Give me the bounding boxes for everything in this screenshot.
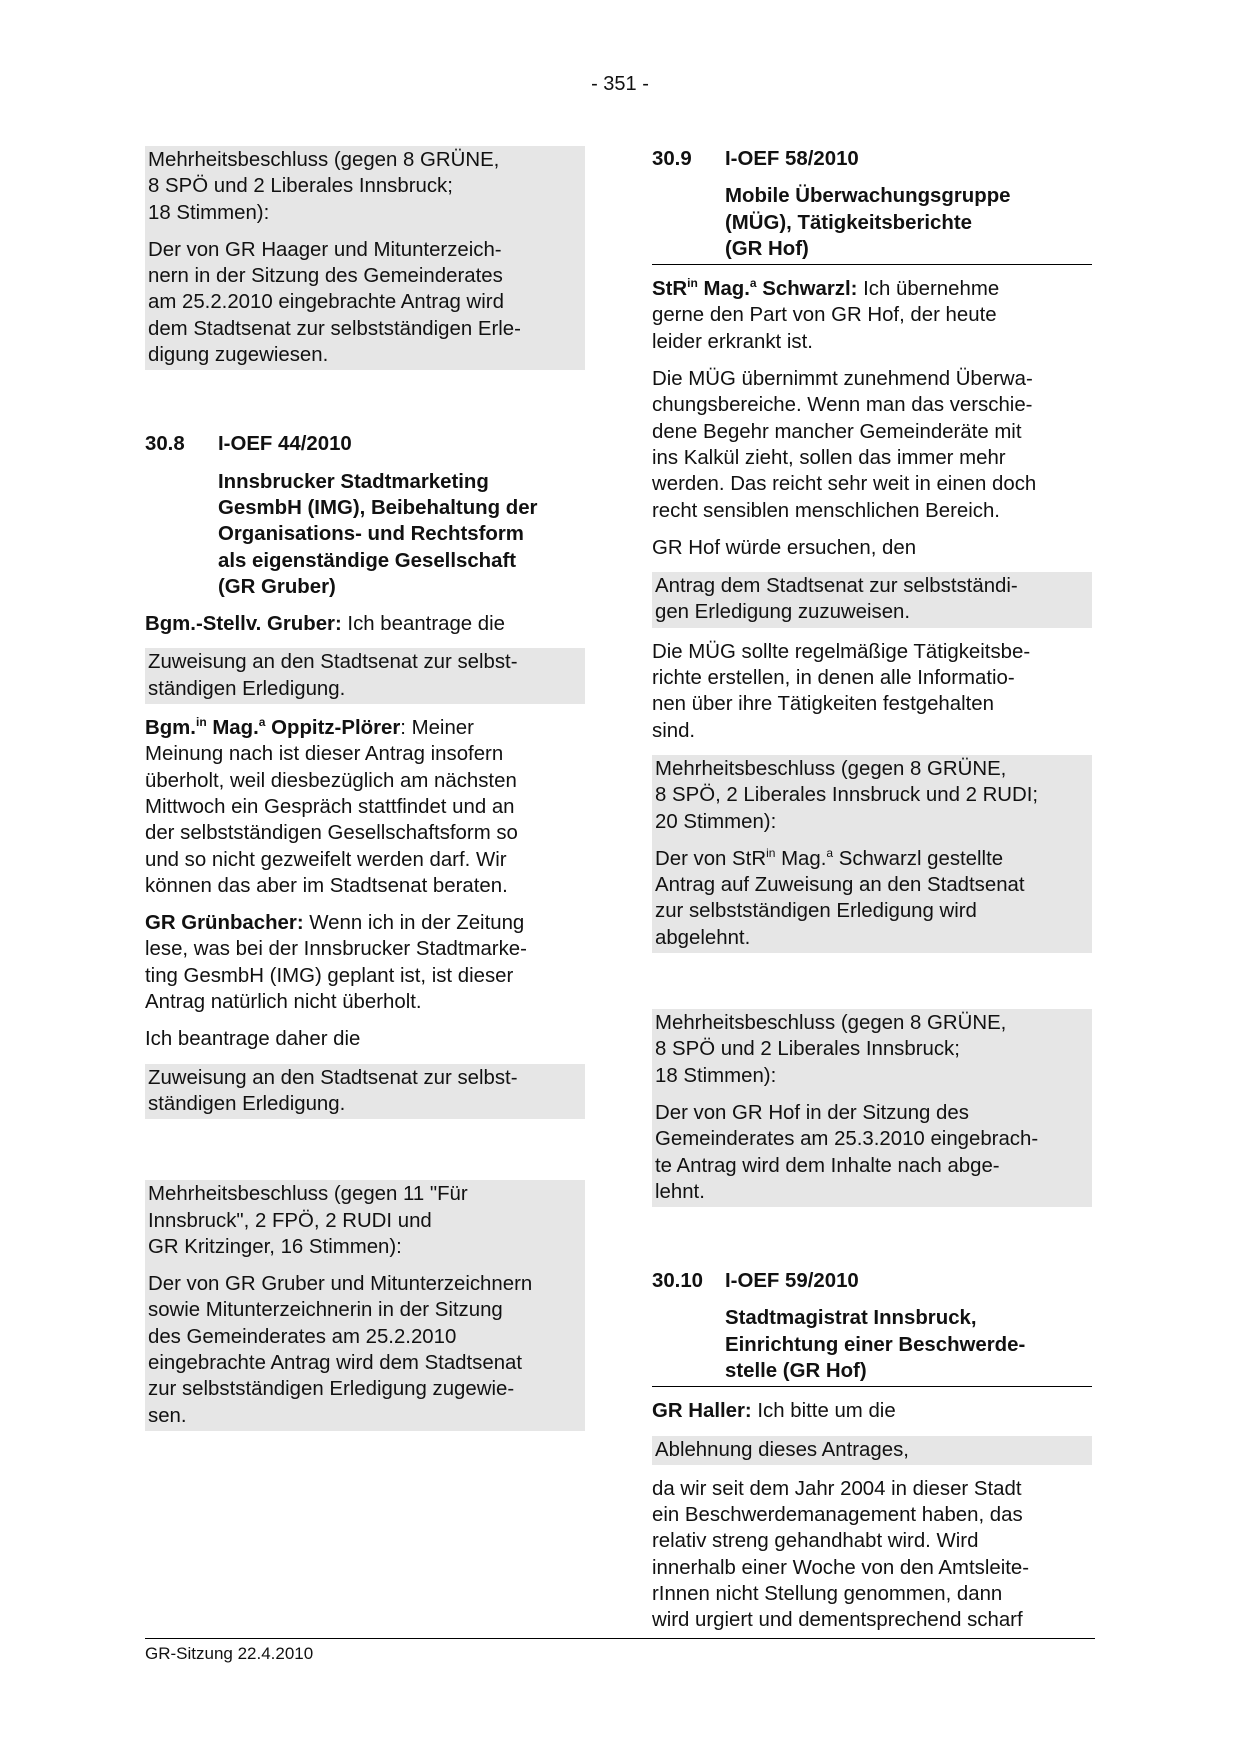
section-title: Stadtmagistrat Innsbruck, Einrichtung einer Beschwerde- stelle (GR Hof) xyxy=(652,1305,1092,1387)
resolution-box xyxy=(145,1180,585,1431)
section-title: Innsbrucker Stadtmarketing GesmbH (IMG), Beibehaltung der Organisations- und Rechtsform als eigenständige Gesellschaft (GR Gruber) xyxy=(218,470,538,598)
footer-text: GR-Sitzung 22.4.2010 xyxy=(145,1644,314,1663)
speaker-name: Bgm.-Stellv. Gruber: xyxy=(145,613,342,636)
speech-paragraph: Bgm.$^{in}$ Mag.$^a$ Oppitz-Plörer: Meiner Meinung nach ist dieser Antrag insofern überholt, weil diesbezüglich am nächsten Mittwoch ein Gespräch stattfindet und an der selbstständigen Gesellschaftsform so und so nicht gezweifelt werden darf. Wir können das aber im Stadtsenat beraten. xyxy=(145,715,518,897)
speech-paragraph: Bgm.-Stellv. Gruber: Ich beantrage die xyxy=(145,613,506,636)
left-column xyxy=(145,146,585,1442)
resolution-vote: Mehrheitsbeschluss (gegen 11 "Für Innsbruck", 2 FPÖ, 2 RUDI und GR Kritzinger, 16 Stimmen): xyxy=(148,1183,468,1258)
section-heading xyxy=(652,146,1092,172)
section-code: I-OEF 44/2010 xyxy=(218,433,352,456)
motion-highlight xyxy=(652,572,1092,628)
speaker-name: GR Grünbacher: xyxy=(145,912,304,935)
motion-text: Antrag dem Stadtsenat zur selbstständi- gen Erledigung zuzuweisen. xyxy=(655,575,1018,624)
speaker-name: Bgm.$^{in}$ Mag.$^a$ Oppitz-Plörer xyxy=(145,715,401,740)
motion-highlight xyxy=(145,1064,585,1120)
section-code: I-OEF 59/2010 xyxy=(725,1270,859,1293)
motion-text: Zuweisung an den Stadtsenat zur selbst- ständigen Erledigung. xyxy=(148,1066,518,1115)
resolution-vote: Mehrheitsbeschluss (gegen 8 GRÜNE, 8 SPÖ und 2 Liberales Innsbruck; 18 Stimmen): xyxy=(148,149,500,224)
motion-highlight xyxy=(652,1436,1092,1465)
resolution-text: Der von GR Gruber und Mitunterzeichnern sowie Mitunterzeichnerin in der Sitzung des Gemeinderates am 25.2.2010 eingebrachte Antrag wird dem Stadtsenat zur selbstständigen Erledigung zugewie- sen. xyxy=(148,1273,533,1427)
motion-highlight xyxy=(145,648,585,704)
resolution-vote: Mehrheitsbeschluss (gegen 8 GRÜNE, 8 SPÖ, 2 Liberales Innsbruck und 2 RUDI; 20 Stimmen): xyxy=(655,757,1039,833)
resolution-box xyxy=(652,1009,1092,1207)
resolution-text: Der von GR Haager und Mitunterzeich- nern in der Sitzung des Gemeinderates am 25.2.2010 eingebrachte Antrag wird dem Stadtsenat zur selbstständigen Erle- digung zugewiesen. xyxy=(148,238,521,367)
section-heading xyxy=(145,431,585,457)
section-number: 30.9 xyxy=(652,148,692,170)
section-title: Mobile Überwachungsgruppe (MÜG), Tätigkeitsberichte (GR Hof) xyxy=(652,183,1092,265)
resolution-box xyxy=(145,146,585,370)
resolution-text: Der von StR$^{in}$ Mag.$^a$ Schwarzl gestellte Antrag auf Zuweisung an den Stadtsenat zur selbstständigen Erledigung wird abgelehnt. xyxy=(655,845,1025,949)
speech-paragraph: Die MÜG sollte regelmäßige Tätigkeitsbe- richte erstellen, in denen alle Informatio- nen über ihre Tätigkeiten festgehalten sind. xyxy=(652,640,1031,742)
right-column xyxy=(652,146,1092,1634)
speech-paragraph: GR Grünbacher: Wenn ich in der Zeitung lese, was bei der Innsbrucker Stadtmarke- ting GesmbH (IMG) geplant ist, ist dieser Antrag natürlich nicht überholt. xyxy=(145,912,527,1014)
speech-paragraph: Die MÜG übernimmt zunehmend Überwa- chungsbereiche. Wenn man das verschie- dene Begehr mancher Gemeinderäte mit ins Kalkül zieht, sollen das immer mehr werden. Das reicht sehr weit in einen doch recht sensiblen menschlichen Bereich. xyxy=(652,368,1037,522)
resolution-box xyxy=(652,755,1092,953)
speaker-name: StR$^{in}$ Mag.$^a$ Schwarzl: xyxy=(652,276,858,301)
footer-divider xyxy=(145,1638,1095,1639)
section-heading xyxy=(652,1268,1092,1294)
section-code: I-OEF 58/2010 xyxy=(725,148,859,170)
motion-text: Ablehnung dieses Antrages, xyxy=(655,1438,909,1461)
speech-paragraph: GR Hof würde ersuchen, den xyxy=(652,536,917,559)
resolution-text: Der von GR Hof in der Sitzung des Gemeinderates am 25.3.2010 eingebrach- te Antrag wird dem Inhalte nach abge- lehnt. xyxy=(655,1101,1039,1203)
motion-text: Zuweisung an den Stadtsenat zur selbst- ständigen Erledigung. xyxy=(148,651,518,700)
page-number: - 351 - xyxy=(591,73,649,95)
section-number: 30.8 xyxy=(145,433,185,456)
speech-paragraph: StR$^{in}$ Mag.$^a$ Schwarzl: Ich übernehme gerne den Part von GR Hof, der heute leider erkrankt ist. xyxy=(652,276,1000,353)
speech-paragraph: da wir seit dem Jahr 2004 in dieser Stadt ein Beschwerdemanagement haben, das relativ streng gehandhabt wird. Wird innerhalb einer Woche von den Amtsleite- rInnen nicht Stellung genommen, dann wird urgiert und dementsprechend scharf xyxy=(652,1477,1030,1632)
speaker-name: GR Haller: xyxy=(652,1400,752,1423)
speech-paragraph: GR Haller: Ich bitte um die xyxy=(652,1400,896,1423)
section-number: 30.10 xyxy=(652,1270,704,1293)
resolution-vote: Mehrheitsbeschluss (gegen 8 GRÜNE, 8 SPÖ und 2 Liberales Innsbruck; 18 Stimmen): xyxy=(655,1012,1007,1087)
speech-paragraph: Ich beantrage daher die xyxy=(145,1028,361,1051)
